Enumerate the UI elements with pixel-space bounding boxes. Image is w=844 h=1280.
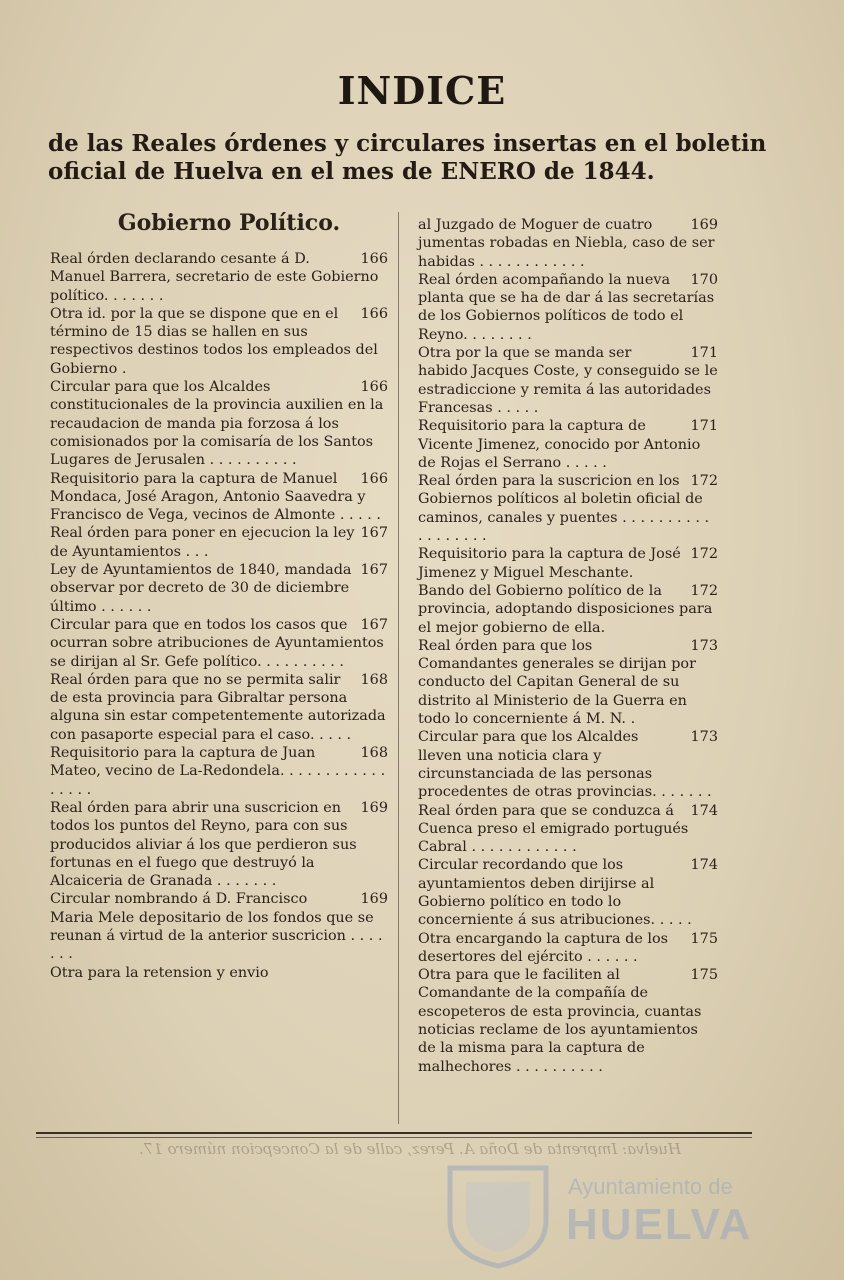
- printer-imprint: Huelva: Imprenta de Doña A. Perez, calle de la Concepcion número 17.: [139, 1140, 681, 1158]
- footer-rule: [36, 1137, 752, 1138]
- index-entry: 174 Real órden para que se conduzca á Cuenca preso el emigrado portugués Cabral . . . . . . . . . . . .: [418, 802, 718, 856]
- index-entry: 168 Requisitorio para la captura de Juan Mateo, vecino de La-Redondela. . . . . . . . . . . . . . . . .: [50, 745, 388, 798]
- index-entry: 175 Otra para que le faciliten al Comandante de la compañía de escopeteros de esta provincia, cuantas noticias reclame de los ayuntamientos de la misma para la captura de malhechores . . . . . . . . . .: [418, 967, 718, 1075]
- index-entry: 167 Ley de Ayuntamientos de 1840, mandada observar por decreto de 30 de diciembre último . . . . . .: [50, 562, 388, 615]
- shield-icon: [438, 1160, 558, 1270]
- column-divider: [398, 212, 399, 1124]
- section-heading: Gobierno Político.: [117, 210, 341, 236]
- index-entry: 169 Real órden para abrir una suscricion en todos los puntos del Reyno, para con sus producidos aliviar á los que perdieron sus fortunas en el fuego que destruyó la Alcaiceria de Granada . . . . . . .: [50, 799, 388, 890]
- index-entry: 168 Real órden para que no se permita salir de esta provincia para Gibraltar persona alguna sin estar competentemente autorizada con pasaporte especial para el caso. . . . .: [50, 671, 388, 743]
- right-column: [418, 216, 718, 1076]
- index-entry: 166 Requisitorio para la captura de Manuel Mondaca, José Aragon, Antonio Saavedra y Francisco de Vega, vecinos de Almonte . . . . .: [50, 470, 388, 524]
- left-column: [50, 208, 388, 982]
- index-entry: 169 Circular nombrando á D. Francisco Maria Mele depositario de los fondos que se reunan á virtud de la anterior suscricion . . . . . . .: [50, 891, 388, 963]
- index-entry: 174 Circular recordando que los ayuntamientos deben dirijirse al Gobierno político en todo lo concerniente á sus atribuciones. . . . .: [418, 857, 718, 929]
- footer-rule: [36, 1132, 752, 1134]
- index-entry: 173 Circular para que los Alcaldes lleven una noticia clara y circunstanciada de las personas procedentes de otras provincias. . . . . . .: [418, 729, 718, 801]
- index-entry: Otra para la retension y envio: [50, 964, 269, 981]
- index-entry: 172 Requisitorio para la captura de José Jimenez y Miguel Meschante.: [418, 546, 718, 581]
- index-entry: 171 Requisitorio para la captura de Vicente Jimenez, conocido por Antonio de Rojas el Serrano . . . . .: [418, 418, 718, 471]
- index-entry: 172 Bando del Gobierno político de la provincia, adoptando disposiciones para el mejor gobierno de ella.: [418, 582, 718, 636]
- index-entry: 166 Otra id. por la que se dispone que en el término de 15 dias se hallen en sus respectivos destinos todos los empleados del Gobierno .: [50, 305, 388, 377]
- index-entry: 171 Otra por la que se manda ser habido Jacques Coste, y conseguido se le estradiccione y remita á las autoridades Francesas . . . . .: [418, 345, 718, 416]
- watermark-line2: HUELVA: [566, 1200, 753, 1249]
- index-entry: 169 al Juzgado de Moguer de cuatro jumentas robadas en Niebla, caso de ser habidas . . . . . . . . . . . .: [418, 217, 718, 270]
- archive-watermark: [438, 1160, 778, 1270]
- index-entry: 166 Circular para que los Alcaldes constitucionales de la provincia auxilien en la recaudacion de manda pia forzosa á los comisionados por la comisaría de los Santos Lugares de Jerusalen . . . . . . . . . .: [50, 379, 388, 469]
- document-subtitle: de las Reales órdenes y circulares insertas en el boletin oficial de Huelva en el mes de ENERO de 1844.: [48, 130, 767, 185]
- document-title: INDICE: [337, 68, 507, 113]
- watermark-line1: Ayuntamiento de: [568, 1174, 733, 1199]
- index-entry: 166 Real órden declarando cesante á D. Manuel Barrera, secretario de este Gobierno político. . . . . . .: [50, 251, 388, 304]
- index-entry: 167 Real órden para poner en ejecucion la ley de Ayuntamientos . . .: [50, 525, 388, 560]
- index-entry: 170 Real órden acompañando la nueva planta que se ha de dar á las secretarías de los Gobiernos políticos de todo el Reyno. . . . . . . .: [418, 271, 718, 343]
- index-entry: 173 Real órden para que los Comandantes generales se dirijan por conducto del Capitan General de su distrito al Ministerio de la Guerra en todo lo concerniente á M. N. .: [418, 637, 718, 728]
- index-entry: 167 Circular para que en todos los casos que ocurran sobre atribuciones de Ayuntamientos se dirijan al Sr. Gefe político. . . . . . . . . .: [50, 616, 388, 670]
- index-entry: 175 Otra encargando la captura de los desertores del ejército . . . . . .: [418, 930, 718, 965]
- index-entry: 172 Real órden para la suscricion en los Gobiernos políticos al boletin oficial de caminos, canales y puentes . . . . . . . . . . . . . . . . . .: [418, 473, 718, 545]
